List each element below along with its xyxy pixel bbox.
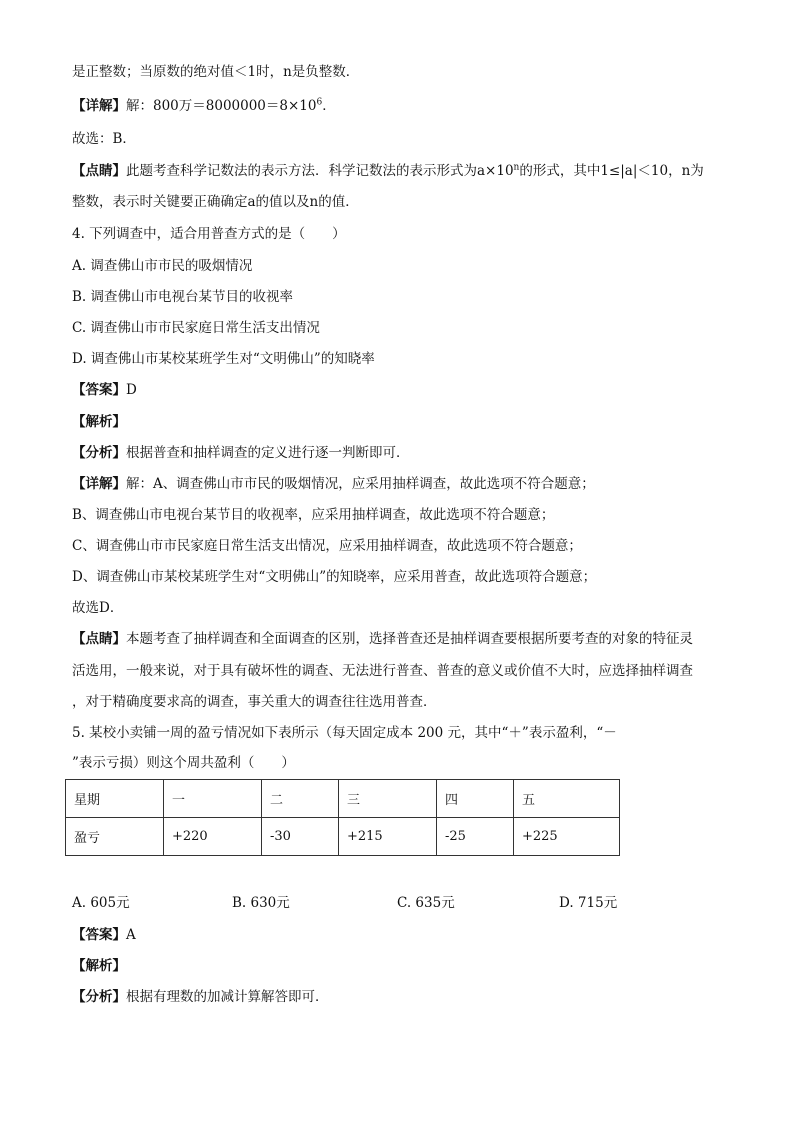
fenxi-label: 【分析】 bbox=[72, 989, 126, 1005]
fenxi-text: 根据有理数的加减计算解答即可． bbox=[126, 989, 329, 1005]
detail-line bbox=[72, 96, 336, 116]
note-line bbox=[72, 161, 704, 181]
detail-line bbox=[72, 474, 595, 494]
table-row-header bbox=[66, 780, 620, 818]
note-label: 【点睛】 bbox=[72, 631, 126, 647]
question-4-option-c: C. 调查佛山市市民家庭日常生活支出情况 bbox=[72, 320, 320, 336]
question-4-option-d: D. 调查佛山市某校某班学生对“文明佛山”的知晓率 bbox=[72, 351, 375, 367]
table-cell: 一 bbox=[164, 780, 262, 818]
table-cell: +225 bbox=[514, 818, 620, 856]
answer-value: D bbox=[126, 382, 137, 398]
detail-line-b: B、调查佛山市电视台某节目的收视率，应采用抽样调查，故此选项不符合题意； bbox=[72, 507, 555, 523]
answer-line bbox=[72, 380, 137, 400]
note-line-2: 活选用，一般来说，对于具有破坏性的调查、无法进行普查、普查的意义或价值不大时，应选择抽样调查 bbox=[72, 663, 693, 679]
detail-label: 【详解】 bbox=[72, 476, 126, 492]
table-cell: 盈亏 bbox=[66, 818, 164, 856]
note-line bbox=[72, 629, 693, 649]
note-text-end: 的形式，其中1≤|a|＜10，n为 bbox=[519, 163, 704, 179]
text-line: 是正整数；当原数的绝对值＜1时，n是负整数． bbox=[72, 64, 360, 80]
table-cell: 二 bbox=[262, 780, 339, 818]
detail-text: 解：800万＝8000000＝8×10 bbox=[126, 98, 317, 114]
question-5-option-c: C. 635元 bbox=[397, 895, 455, 911]
table-cell: 四 bbox=[437, 780, 514, 818]
question-4-option-b: B. 调查佛山市电视台某节目的收视率 bbox=[72, 289, 294, 305]
note-text: 此题考查科学记数法的表示方法．科学记数法的表示形式为a×10 bbox=[126, 163, 514, 179]
question-5-option-d: D. 715元 bbox=[559, 895, 618, 911]
profit-table bbox=[65, 779, 620, 856]
question-5-stem-2: ”表示亏损）则这个周共盈利（ ） bbox=[72, 755, 295, 771]
table-cell: 星期 bbox=[66, 780, 164, 818]
question-5-option-a: A. 605元 bbox=[72, 895, 130, 911]
answer-line bbox=[72, 925, 136, 945]
table-cell: +220 bbox=[164, 818, 262, 856]
answer-label: 【答案】 bbox=[72, 382, 126, 398]
note-label: 【点睛】 bbox=[72, 163, 126, 179]
detail-text: 解：A、调查佛山市市民的吸烟情况，应采用抽样调查，故此选项不符合题意； bbox=[126, 476, 595, 492]
fenxi-label: 【分析】 bbox=[72, 445, 126, 461]
note-line-2: 整数，表示时关键要正确确定a的值以及n的值． bbox=[72, 194, 359, 210]
choose-line: 故选D． bbox=[72, 600, 124, 616]
table-cell: -30 bbox=[262, 818, 339, 856]
detail-line-c: C、调查佛山市市民家庭日常生活支出情况，应采用抽样调查，故此选项不符合题意； bbox=[72, 538, 582, 554]
question-5-option-b: B. 630元 bbox=[232, 895, 290, 911]
detail-line-d: D、调查佛山市某校某班学生对“文明佛山”的知晓率，应采用普查，故此选项符合题意； bbox=[72, 569, 597, 585]
table-cell: +215 bbox=[339, 818, 437, 856]
table-cell: 五 bbox=[514, 780, 620, 818]
question-5-stem: 5. 某校小卖铺一周的盈亏情况如下表所示（每天固定成本 200 元，其中“＋”表示盈利，“－ bbox=[72, 725, 617, 741]
choose-line: 故选：B． bbox=[72, 131, 136, 147]
exponent: 6 bbox=[316, 97, 323, 108]
answer-label: 【答案】 bbox=[72, 927, 126, 943]
answer-value: A bbox=[126, 927, 136, 943]
note-text: 本题考查了抽样调查和全面调查的区别，选择普查还是抽样调查要根据所要考查的对象的特征灵 bbox=[126, 631, 693, 647]
analysis-label: 【解析】 bbox=[72, 414, 126, 430]
detail-text-end: ． bbox=[322, 98, 336, 114]
note-line-3: ，对于精确度要求高的调查，事关重大的调查往往选用普查． bbox=[72, 694, 437, 710]
fenxi-line bbox=[72, 443, 410, 463]
fenxi-line bbox=[72, 987, 329, 1007]
question-4-stem: 4. 下列调查中，适合用普查方式的是（ ） bbox=[72, 226, 346, 242]
detail-label: 【详解】 bbox=[72, 98, 126, 114]
fenxi-text: 根据普查和抽样调查的定义进行逐一判断即可． bbox=[126, 445, 410, 461]
table-cell: 三 bbox=[339, 780, 437, 818]
table-row bbox=[66, 818, 620, 856]
question-4-option-a: A. 调查佛山市市民的吸烟情况 bbox=[72, 258, 253, 274]
analysis-label: 【解析】 bbox=[72, 958, 126, 974]
exponent: n bbox=[513, 162, 520, 173]
table-cell: -25 bbox=[437, 818, 514, 856]
